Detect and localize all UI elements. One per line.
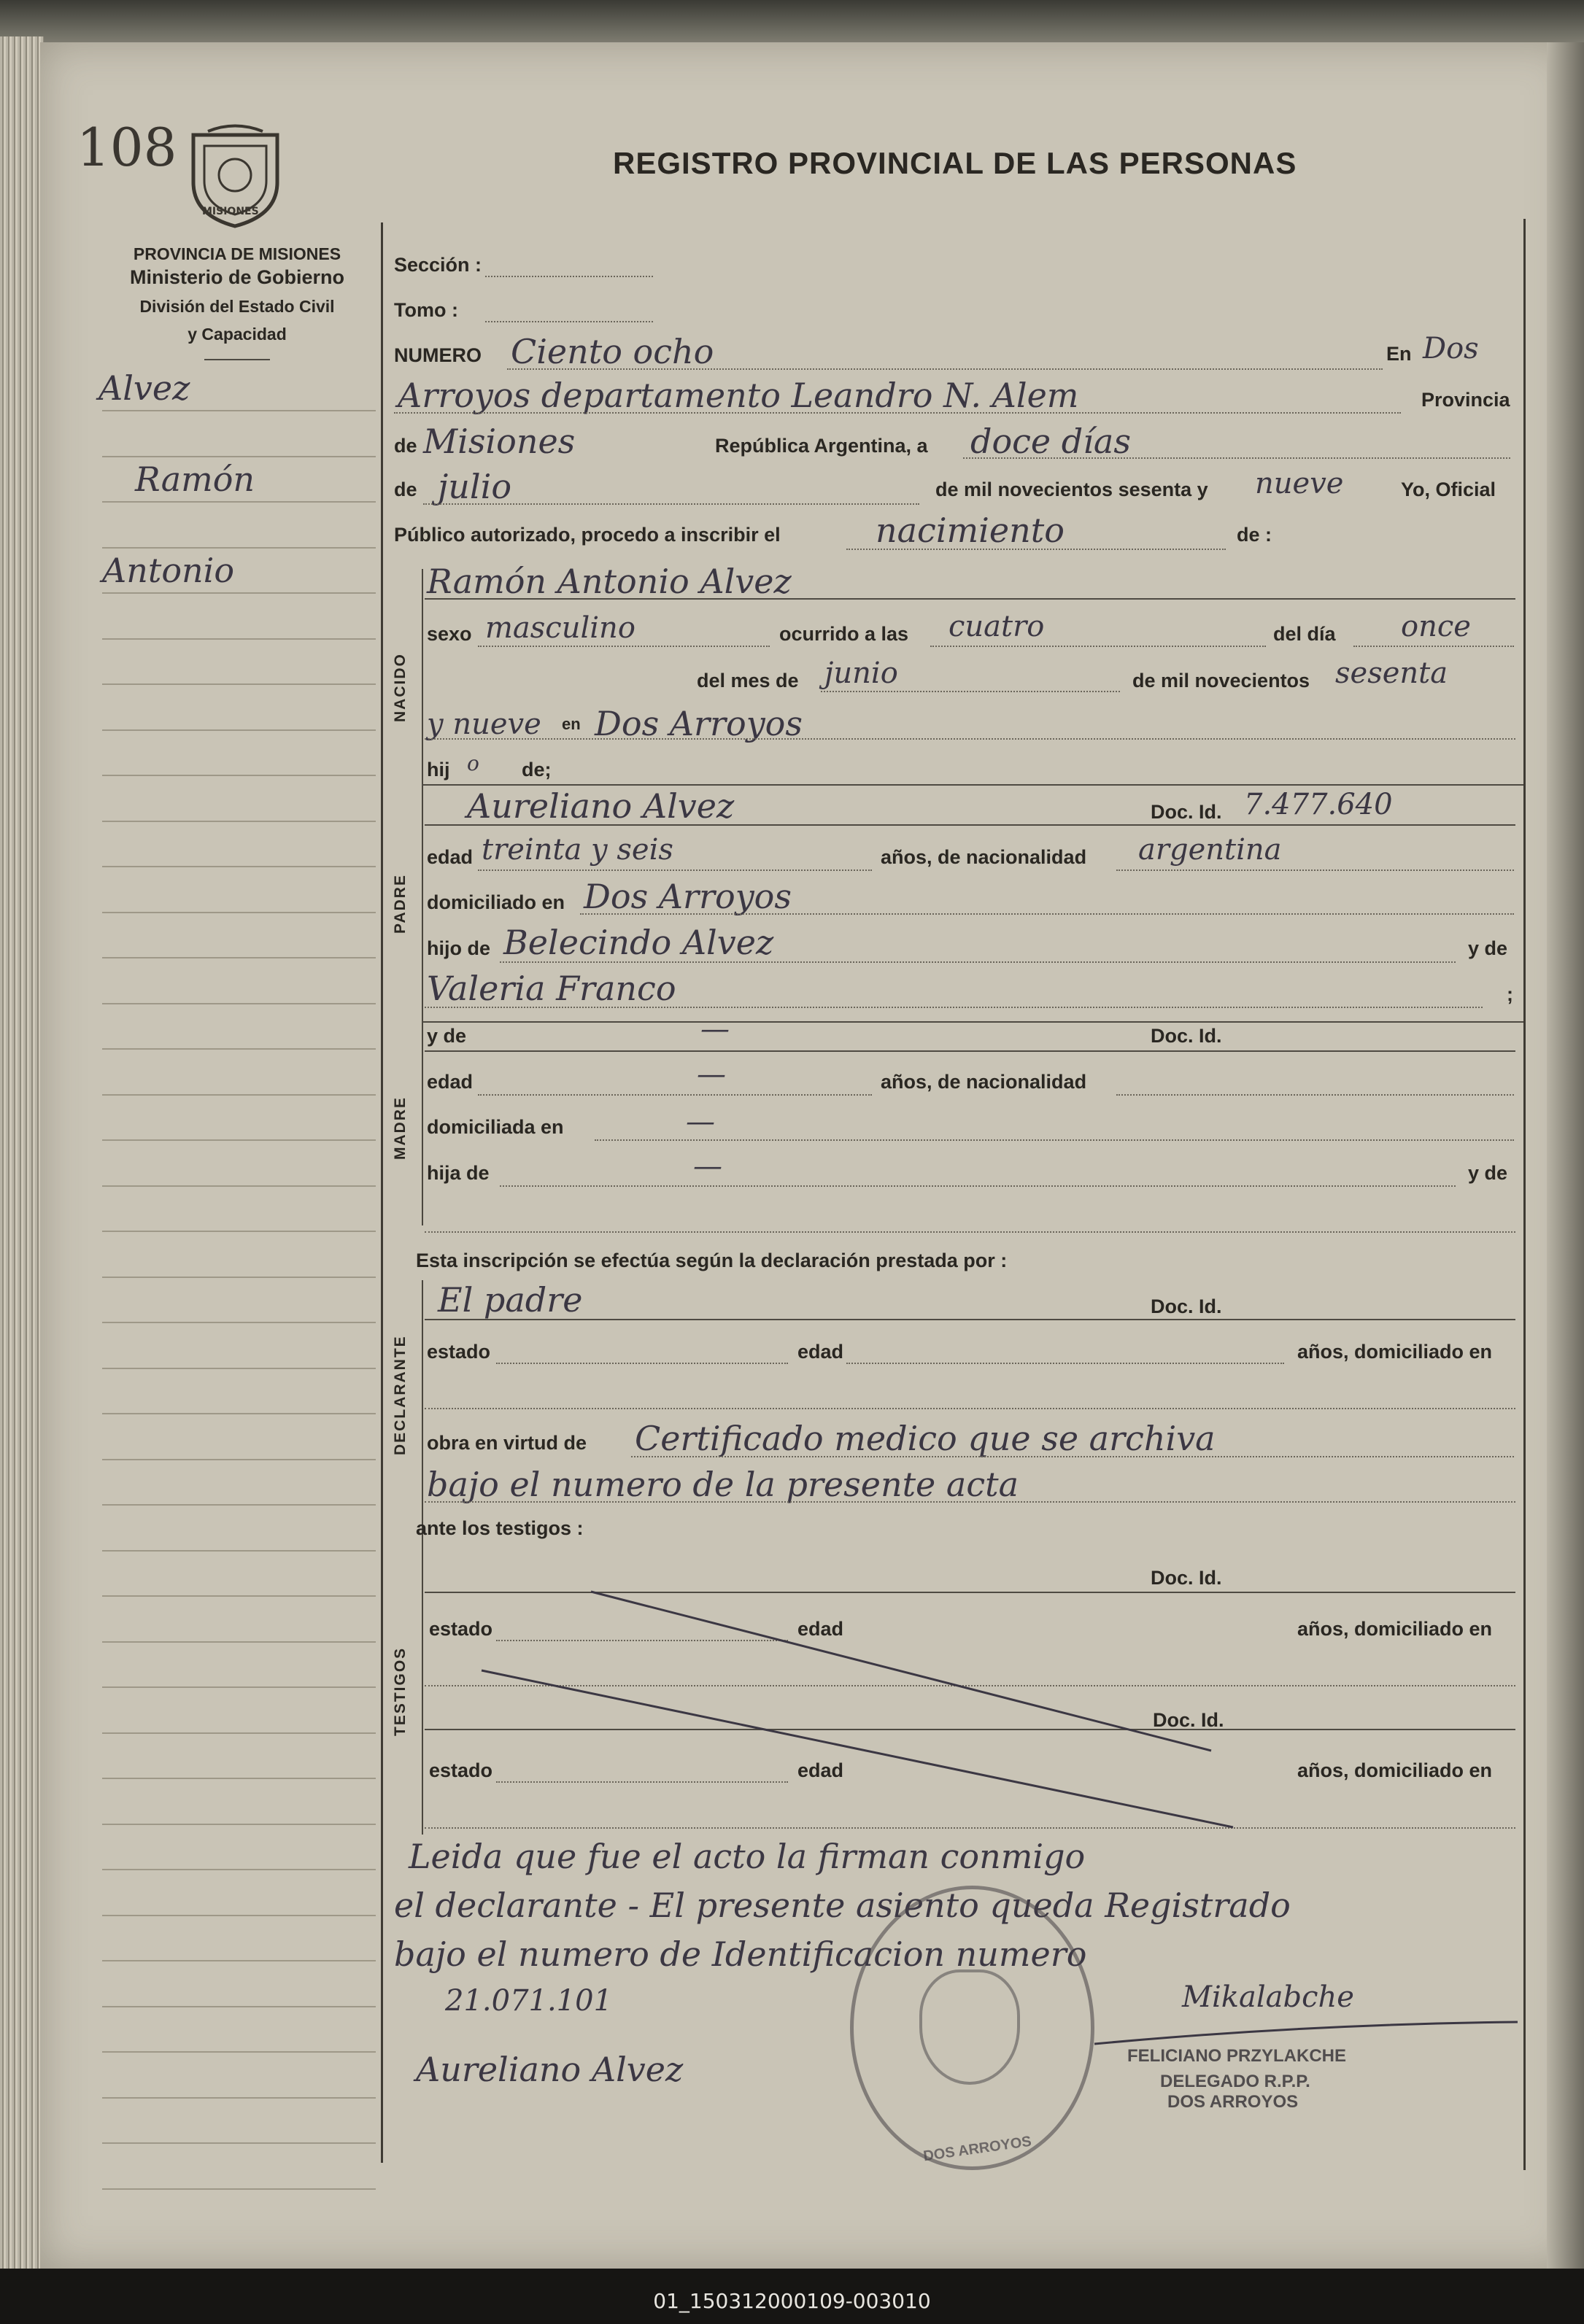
label-en: En xyxy=(1386,343,1412,365)
label-declarante-edad: edad xyxy=(797,1341,844,1363)
value-obra-1: Certificado medico que se archiva xyxy=(635,1419,1216,1458)
lugar-nac-line xyxy=(425,738,1515,740)
value-padre-doc: 7.477.640 xyxy=(1244,788,1393,821)
madre-edad-line xyxy=(478,1094,872,1096)
value-dia-nac: once xyxy=(1401,610,1471,643)
label-obra: obra en virtud de xyxy=(427,1432,587,1454)
declarante-dom-line xyxy=(425,1408,1515,1409)
padre-bottom-rule xyxy=(422,1021,1523,1023)
label-testigo-1-domicilio: años, domiciliado en xyxy=(1297,1618,1493,1640)
seal-name: FELICIANO PRZYLAKCHE xyxy=(1127,2046,1346,2066)
label-en-lugar: en xyxy=(562,715,581,733)
side-label-padre: PADRE xyxy=(392,874,409,934)
tomo-line xyxy=(485,321,653,322)
label-testigo-2-doc: Doc. Id. xyxy=(1153,1709,1224,1731)
obra-line-1 xyxy=(631,1456,1514,1457)
label-y-de: y de xyxy=(1468,937,1508,959)
signature-underline xyxy=(1087,2021,1525,2050)
nombre-line xyxy=(425,598,1515,600)
label-republica: República Argentina, a xyxy=(715,435,928,457)
value-madre-padres: — xyxy=(693,1150,722,1183)
value-mes-nac: junio xyxy=(824,656,898,690)
value-dia: doce días xyxy=(970,422,1131,461)
label-hija-de: hija de xyxy=(427,1162,490,1184)
label-testigo-1-doc: Doc. Id. xyxy=(1151,1567,1222,1589)
label-testigo-1-estado: estado xyxy=(429,1618,493,1640)
frame-left-border xyxy=(381,222,383,2163)
madre-nombre-line xyxy=(425,1050,1515,1052)
label-declarante-doc: Doc. Id. xyxy=(1151,1295,1222,1317)
value-numero: Ciento ocho xyxy=(511,332,714,371)
label-testigo-2-domicilio: años, domiciliado en xyxy=(1297,1759,1493,1781)
madre-nac-line xyxy=(1116,1094,1514,1096)
label-del-dia: del día xyxy=(1273,623,1336,645)
label-sexo: sexo xyxy=(427,623,472,645)
side-label-nacido: NACIDO xyxy=(392,653,409,722)
value-abuela: Valeria Franco xyxy=(427,969,676,1008)
header-division: División del Estado Civil xyxy=(139,297,335,316)
margin-surname: Alvez xyxy=(98,368,190,408)
label-hij: hij xyxy=(427,759,450,781)
value-padre-edad: treinta y seis xyxy=(482,833,673,867)
value-lugar: Arroyos departamento Leandro N. Alem xyxy=(398,376,1079,415)
value-padre-nombre: Aureliano Alvez xyxy=(467,786,735,826)
sexo-line xyxy=(478,646,770,647)
value-madre-nombre: — xyxy=(700,1012,730,1046)
value-lugar-nac: Dos Arroyos xyxy=(595,704,803,743)
label-padre-doc: Doc. Id. xyxy=(1151,801,1222,823)
header-ministry: Ministerio de Gobierno xyxy=(129,266,345,288)
label-declarante-domicilio: años, domiciliado en xyxy=(1297,1341,1493,1363)
folio-number: 108 xyxy=(77,117,177,178)
side-label-declarante: DECLARANTE xyxy=(392,1335,409,1455)
padre-dom-line xyxy=(580,913,1514,915)
label-del-mes: del mes de xyxy=(697,670,799,692)
label-publico: Público autorizado, procedo a inscribir el xyxy=(394,524,781,546)
label-semicolon: ; xyxy=(1507,983,1513,1005)
emblem-text: MISIONES xyxy=(202,206,259,217)
page-edges xyxy=(0,36,44,2269)
declarante-estado-line xyxy=(496,1363,788,1364)
label-de-colon: de : xyxy=(1237,524,1272,546)
value-anio-nac: sesenta xyxy=(1335,656,1448,690)
madre-padres-line xyxy=(500,1185,1456,1187)
stamp-emblem-icon xyxy=(919,1969,1020,2085)
label-tomo: Tomo : xyxy=(394,299,458,321)
value-madre-edad: — xyxy=(697,1058,726,1091)
hora-line xyxy=(930,646,1266,647)
dia-line xyxy=(963,457,1510,459)
label-mil-nov: de mil novecientos xyxy=(1132,670,1310,692)
image-id-label: 01_150312000109-003010 xyxy=(653,2289,931,2313)
page-shadow xyxy=(1547,42,1584,2269)
margin-first-name: Ramón xyxy=(135,460,255,499)
value-padre-nacionalidad: argentina xyxy=(1138,833,1282,867)
value-anio: nueve xyxy=(1255,467,1344,500)
value-declarante: El padre xyxy=(438,1280,583,1320)
declarante-edad-line xyxy=(846,1363,1284,1364)
abuela-line xyxy=(425,1007,1483,1008)
mes-line xyxy=(423,503,919,505)
label-madre-doc: Doc. Id. xyxy=(1151,1025,1222,1047)
signature-oficial: Mikalabche xyxy=(1182,1980,1354,2014)
value-padre-domicilio: Dos Arroyos xyxy=(584,877,792,916)
label-testigo-2-edad: edad xyxy=(797,1759,844,1781)
value-abuelo: Belecindo Alvez xyxy=(503,923,774,962)
label-madre-y-de-2: y de xyxy=(1468,1162,1508,1184)
padre-edad-line xyxy=(478,869,872,871)
dia-nac-line xyxy=(1353,646,1514,647)
value-ident: 21.071.101 xyxy=(445,1984,613,2018)
label-madre-nacionalidad: años, de nacionalidad xyxy=(881,1071,1087,1093)
madre-dom-line xyxy=(595,1139,1514,1141)
numero-line xyxy=(507,368,1383,370)
header-capacidad: y Capacidad xyxy=(188,325,287,344)
value-mes: julio xyxy=(438,467,512,506)
header-divider xyxy=(204,359,270,360)
margin-second-name: Antonio xyxy=(102,551,235,590)
side-label-madre: MADRE xyxy=(392,1096,409,1160)
label-declarante-estado: estado xyxy=(427,1341,491,1363)
cancel-strokes xyxy=(423,1576,1299,1838)
acto-line xyxy=(846,549,1226,550)
obra-line-2 xyxy=(425,1501,1515,1503)
padre-nombre-line xyxy=(425,824,1515,826)
side-label-testigos: TESTIGOS xyxy=(392,1646,409,1736)
value-hora: cuatro xyxy=(949,610,1045,643)
madre-extra-line xyxy=(425,1231,1515,1233)
label-de-mes: de xyxy=(394,479,417,500)
seal-place: DOS ARROYOS xyxy=(1167,2092,1299,2112)
label-testigos: ante los testigos : xyxy=(416,1517,584,1539)
label-de-semi: de; xyxy=(522,759,552,781)
label-padre-domicilio: domiciliado en xyxy=(427,891,565,913)
stamp-text: DOS ARROYOS xyxy=(922,2133,1033,2165)
label-seccion: Sección : xyxy=(394,254,482,276)
label-numero: NUMERO xyxy=(394,344,482,366)
label-madre-edad: edad xyxy=(427,1071,474,1093)
label-ocurrido: ocurrido a las xyxy=(779,623,909,645)
value-cierre-1: Leida que fue el acto la firman conmigo xyxy=(409,1837,1086,1876)
value-hij-suffix: o xyxy=(467,751,479,775)
label-testigo-2-estado: estado xyxy=(429,1759,493,1781)
section-divider-upper xyxy=(422,569,423,1225)
frame-right-border xyxy=(1523,219,1526,2170)
value-anio-nac-2: y nueve xyxy=(427,708,541,741)
value-obra-2: bajo el numero de la presente acta xyxy=(427,1465,1019,1504)
label-madre-y-de: y de xyxy=(427,1025,467,1047)
label-declaracion: Esta inscripción se efectúa según la declaración prestada por : xyxy=(416,1250,1008,1271)
signature-padre: Aureliano Alvez xyxy=(416,2050,684,2089)
label-de: de xyxy=(394,435,417,457)
seccion-line xyxy=(485,276,653,277)
label-yo-oficial: Yo, Oficial xyxy=(1401,479,1496,500)
value-madre-domicilio: — xyxy=(686,1105,715,1139)
label-hijo-de: hijo de xyxy=(427,937,490,959)
seal-title: DELEGADO R.P.P. xyxy=(1160,2072,1310,2091)
padre-nac-line xyxy=(1116,869,1514,871)
declarante-line xyxy=(425,1319,1515,1320)
value-nombre: Ramón Antonio Alvez xyxy=(427,562,792,601)
header-province: PROVINCIA DE MISIONES xyxy=(133,244,341,263)
lugar-line xyxy=(394,412,1401,414)
label-testigo-1-edad: edad xyxy=(797,1618,844,1640)
mes-nac-line xyxy=(821,691,1120,692)
value-cierre-3: bajo el numero de Identificacion numero xyxy=(394,1934,1087,1974)
label-provincia: Provincia xyxy=(1421,389,1510,411)
value-cierre-2: el declarante - El presente asiento queda Registrado xyxy=(394,1886,1291,1925)
label-madre-domicilio: domiciliada en xyxy=(427,1116,564,1138)
value-sexo: masculino xyxy=(485,611,635,645)
document-title: REGISTRO PROVINCIAL DE LAS PERSONAS xyxy=(613,146,1297,180)
abuelo-line xyxy=(500,961,1456,963)
label-padre-nacionalidad: años, de nacionalidad xyxy=(881,846,1087,868)
value-en: Dos xyxy=(1423,332,1479,365)
value-acto: nacimiento xyxy=(876,511,1065,550)
label-padre-edad: edad xyxy=(427,846,474,868)
nacido-bottom-rule xyxy=(422,784,1523,786)
label-mil-nov-sesenta: de mil novecientos sesenta y xyxy=(935,479,1208,500)
value-provincia: Misiones xyxy=(423,422,576,461)
